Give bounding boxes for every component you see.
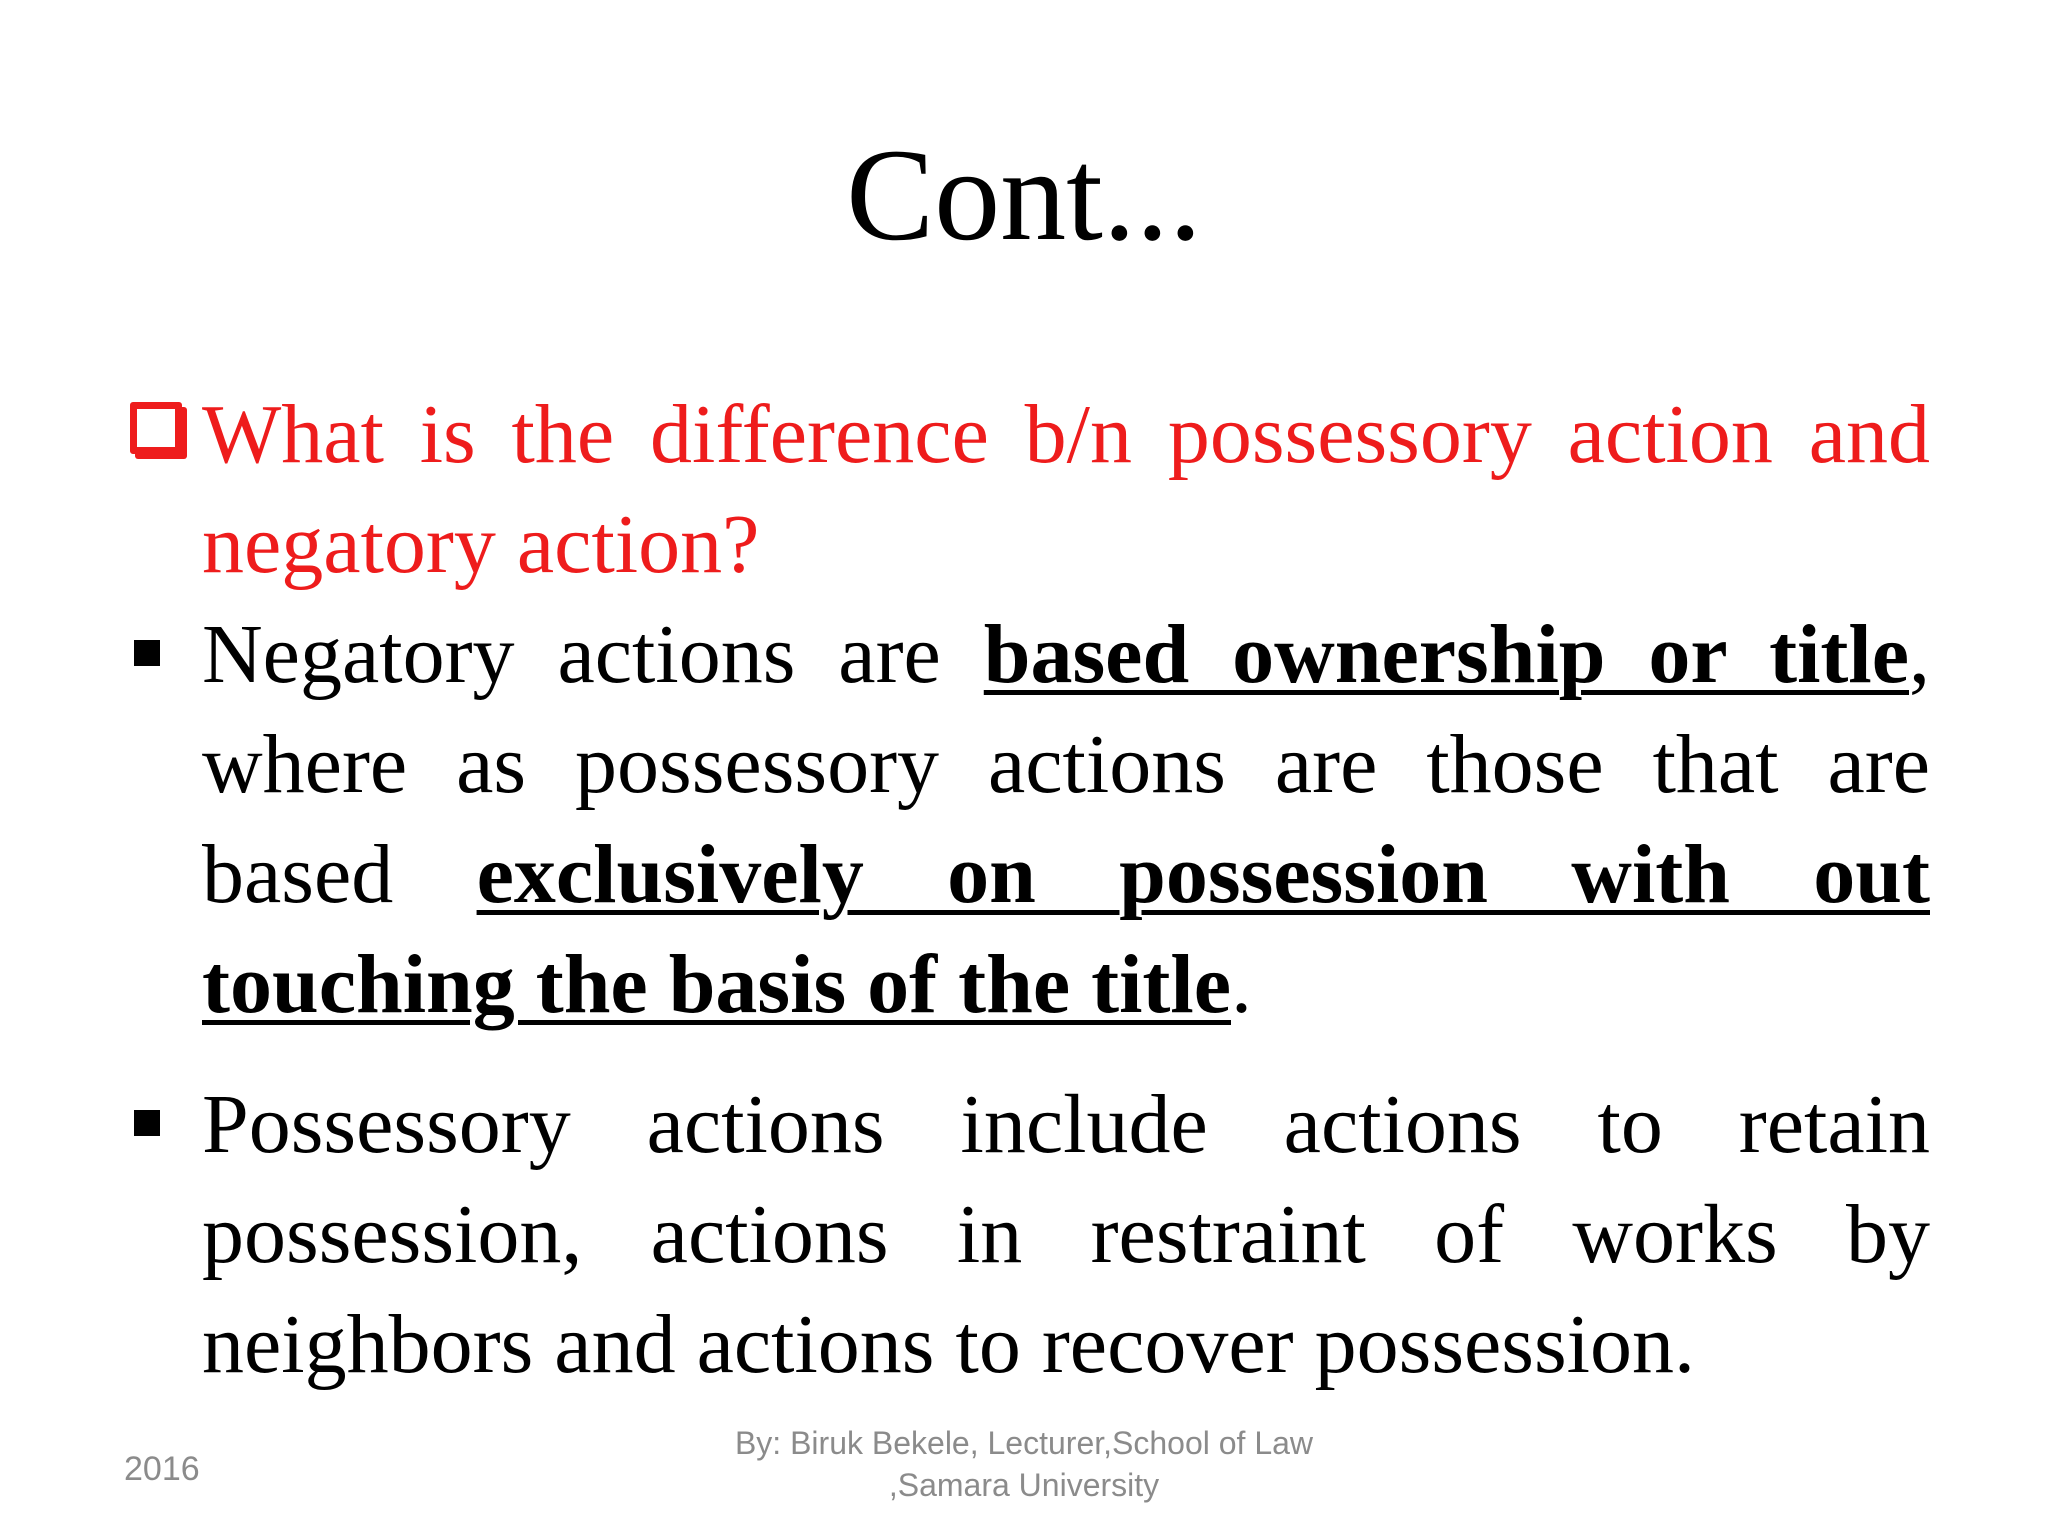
filled-square-bullet-icon [134, 640, 160, 666]
bullet1-text-b: , where as possessory actions are those that are based [202, 608, 1930, 921]
footer-date: 2016 [124, 1450, 200, 1488]
bullet1-emphasis-a: based ownership or title [983, 608, 1909, 701]
filled-square-bullet-icon [134, 1110, 160, 1136]
question-item [130, 380, 1930, 600]
slide-title: Cont... [846, 121, 1202, 268]
hollow-square-bullet-icon [130, 402, 182, 454]
bullet1-text-c: . [1231, 938, 1252, 1031]
question-text: What is the difference b/n possessory action and negatory action? [202, 388, 1930, 591]
bullet-item-negatory [130, 600, 1930, 1040]
footer-credit: By: Biruk Bekele, Lecturer,School of Law ,Samara University [734, 1425, 1314, 1503]
bullet1-text-a: Negatory actions are [202, 608, 984, 701]
bullet1-emphasis-b: exclusively on possession with out touching the basis of the title [202, 828, 1930, 1031]
bullet-item-possessory [130, 1070, 1930, 1400]
bullet2-text: Possessory actions include actions to retain possession, actions in restraint of works by neighbors and actions to recover possession. [202, 1078, 1930, 1391]
slide-content [130, 380, 1930, 1400]
